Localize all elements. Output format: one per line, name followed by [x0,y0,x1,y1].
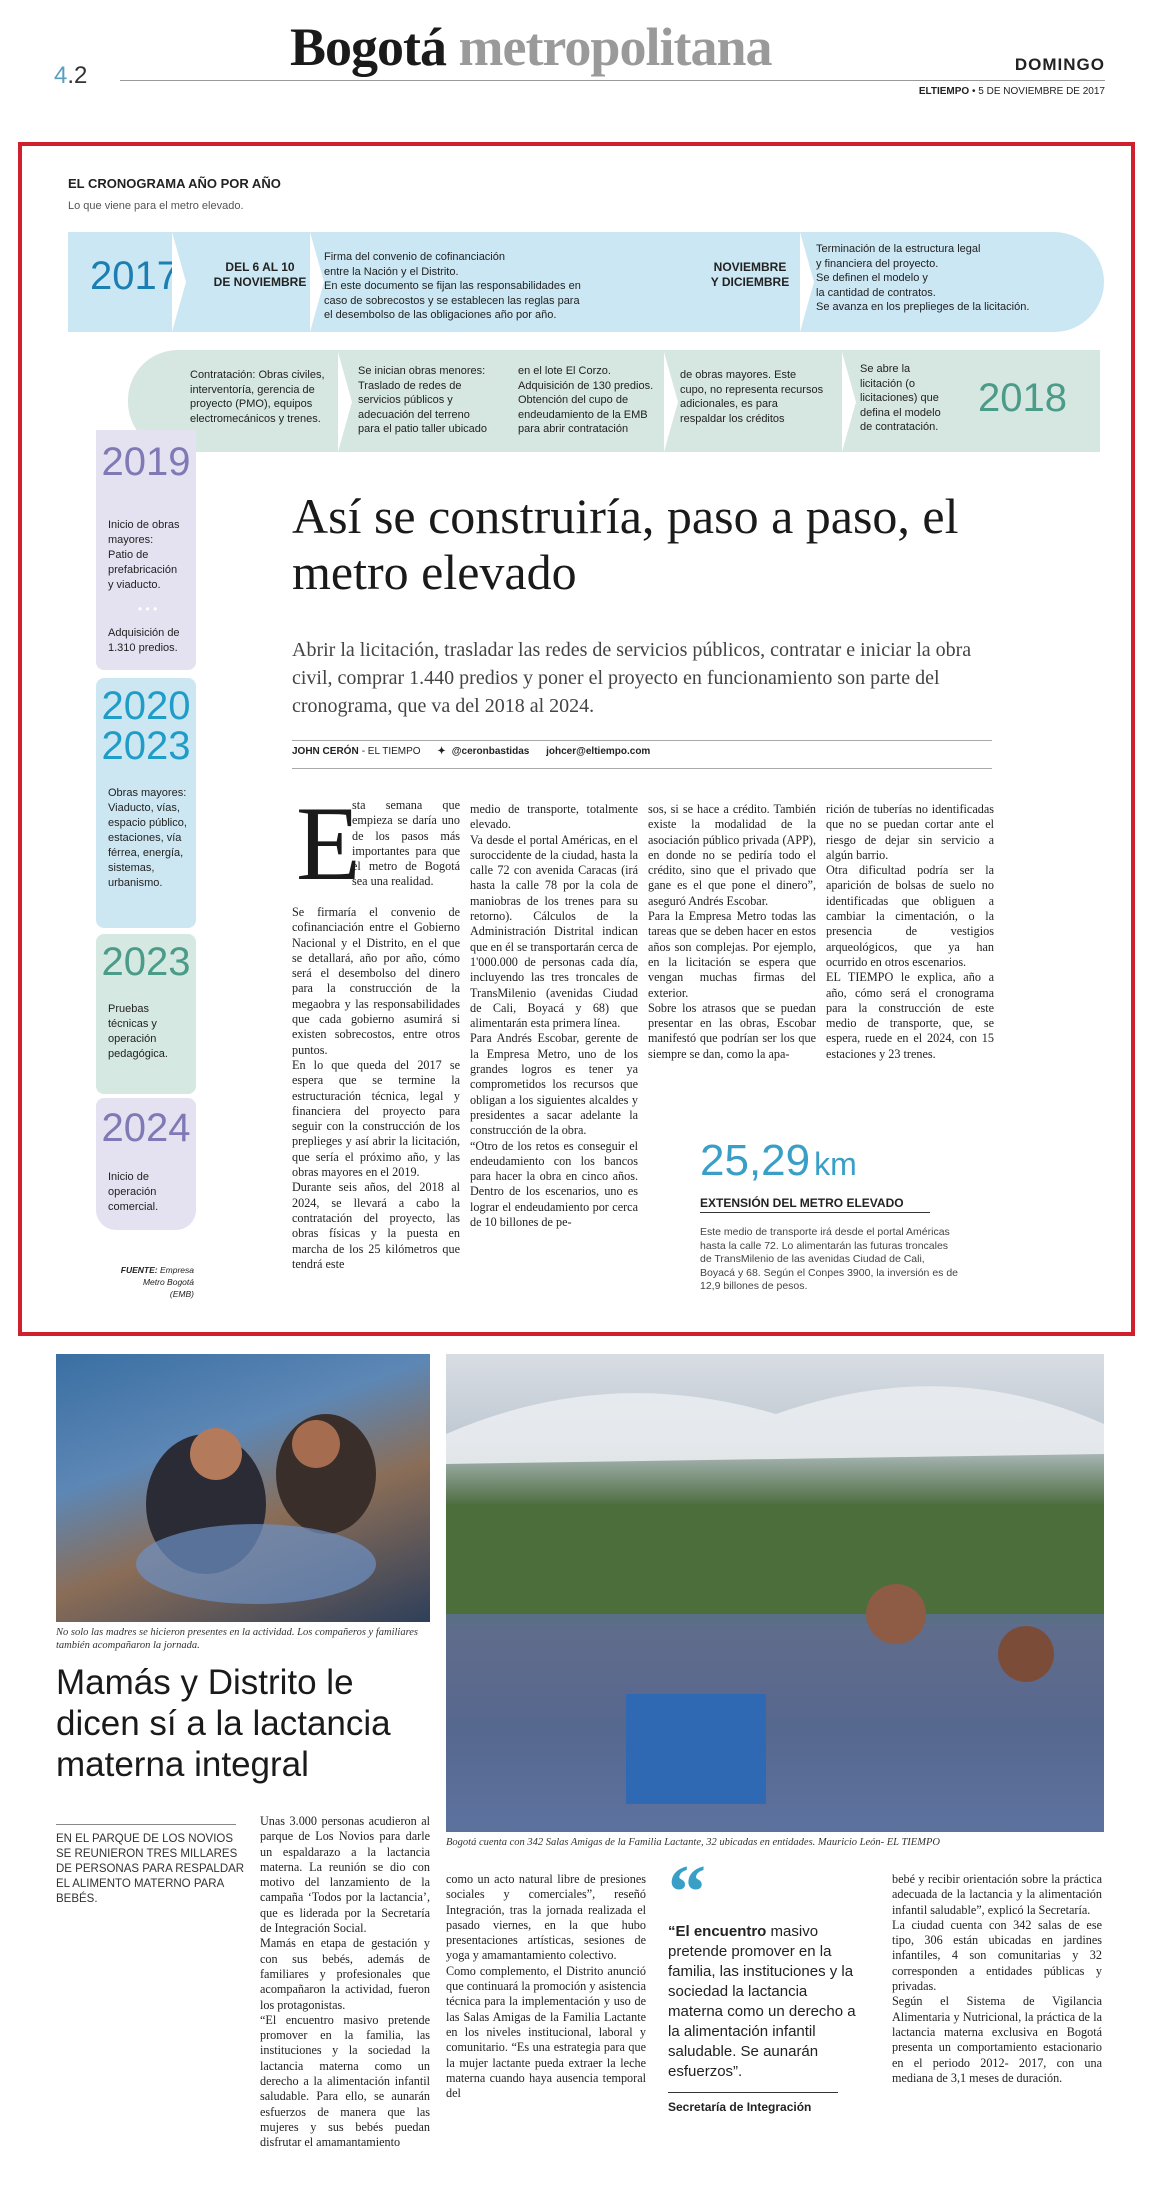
photo-crowd-caption: Bogotá cuenta con 342 Salas Amigas de la Familia Lactante, 32 ubicadas en entidades. Mauricio León- EL TIEMPO [446,1837,940,1848]
section-masthead: Bogotá metropolitana [290,17,772,77]
photo-parents-illustration [56,1354,430,1622]
twitter-icon: ✦ [437,746,446,757]
year-2023: 2023 [101,940,191,984]
article-dek: Abrir la licitación, trasladar las redes de servicios públicos, contratar e iniciar la obra civil, comprar 1.440 predios y poner el proyecto en funcionamiento son parte del cronograma, que va del 2018 al 2024. [292,639,972,717]
drop-cap: E [296,785,361,902]
stat-value: 25,29 km [700,1136,857,1185]
article-col-2: medio de transporte, totalmente elevado. Va desde el portal Américas, en el suroccidente de la ciudad, hasta la calle 72 con avenida Caracas (irá hasta la calle 78 por la cola de maniobras de los trenes para su retorno). Cálculos de la Administración Distrital indican que en él se transportarán cerca de 1'000.000 de personas cada día, incluyendo las tres troncales de TransMilenio (avenidas Ciudad de Cali, Boyacá y 68) que alimentarán esta primera línea. Para Andrés Escobar, gerente de la Empresa Metro, uno de los grandes logros es tener ya comprometidos los recursos que obligan a los siguientes alcaldes y presidentes a sacar adelante la construcción de la obra. “Otro de los retos es conseguir el endeudamiento con los bancos para hacer la obra en cinco años. Dentro de los escenarios, uno es lograr el endeudamiento por cerca de 10 billones de pe- [470,802,638,1230]
timeline-title: EL CRONOGRAMA AÑO POR AÑO [68,176,281,191]
year-2020: 2020 [101,684,191,728]
arrow-separator [664,352,678,452]
year-2018: 2018 [978,376,1067,420]
author-email[interactable]: johcer@eltiempo.com [546,746,651,757]
quote-rule [668,2092,838,2093]
arrow-separator [800,232,814,332]
arrow-separator [172,232,186,332]
article-lead: sta semana que empieza se daría uno de los pasos más importantes para que el metro de Bogotá sea una realidad. [352,798,460,889]
article-col-4: rición de tuberías no identificadas que no se puedan cortar ante el riesgo de dejar sin servicio a algún barrio. Otra dificultad podría ser la aparición de bolsas de suelo no identificadas que obliguen a cambiar la cimentación, o la presencia de vestigios arqueológicos, que ya han ocurrido en otros escenarios. EL TIEMPO le explica, año a año, cómo será el cronograma para la construcción de este medio de transporte, que, se espera, ruede en el 2024, con 15 estaciones y 23 trenes. [826,802,994,1061]
lactancia-kicker: EN EL PARQUE DE LOS NOVIOS SE REUNIERON TRES MILLARES DE PERSONAS PARA RESPALDAR EL ALIMENTO MATERNO PARA BEBÉS. [56,1833,245,1905]
masthead-rule [120,80,1105,81]
source-note: FUENTE: Empresa Metro Bogotá (EMB) [120,1265,194,1299]
lactancia-col-2: como un acto natural libre de presiones sociales y comerciales”, reseñó Integración, tras la jornada realizada el pasado viernes, en la que hubo presentaciones artísticas, sesiones de yoga y amamantamiento colectivo. Como complemento, el Distrito anunció que continuará la promoción y asistencia técnica para la implementación y uso de las Salas Amigas de la Familia Lactante en los niveles institucional, laboral y comunitario. “Es una estrategia para que la mujer lactante pueda extraer la leche materna cuando haya ausencia temporal del [446,1872,646,2101]
year-2024: 2024 [101,1106,191,1150]
timeline-date-2: NOVIEMBRE Y DICIEMBRE [710,260,790,289]
masthead-date: ELTIEMPO • 5 DE NOVIEMBRE DE 2017 [918,86,1105,97]
lactancia-headline: Mamás y Distrito le dicen sí a la lactancia materna integral [56,1663,391,1784]
masthead-day: DOMINGO [1014,55,1105,74]
photo-parents-caption: No solo las madres se hicieron presentes en la actividad. Los compañeros y familiares también acompañaron la jornada. [56,1627,419,1651]
pull-quote: “El encuentro masivo pretende promover en la familia, las instituciones y la sociedad la lactancia materna como un derecho a la alimentación infantil saludable. Se aunarán esfuerzos”. [668,1923,856,2080]
article-col-3: sos, si se hace a crédito. También existe la modalidad de la asociación público privada (APP), en donde no se pediría todo el crédito, sino que el privado que gane es el que pone el dinero”, aseguró Andrés Escobar. Para la Empresa Metro todas las tareas que se deben hacer en estos años son complejas. Por ejemplo, en la licitación se espera que vengan muchas firmas del exterior. Sobre los atrasos que se puedan presentar en las obras, Escobar manifestó que podrían ser los que siempre se dan, como la apa- [648,802,816,1061]
stat-label: EXTENSIÓN DEL METRO ELEVADO [700,1196,904,1210]
page-number: 4.2 [54,62,88,89]
timeline-text-1: Firma del convenio de cofinanciación entre la Nación y el Distrito. En este documento se fijan las responsabilidades en caso de sobrecostos y se establecen las reglas para el desembolso de las obligaciones año por año. [324,251,581,321]
stat-rule [700,1212,930,1213]
timeline-2018-text-1: Contratación: Obras civiles, interventoría, gerencia de proyecto (PMO), equipos electromecánicos y trenes. [190,369,325,425]
timeline-text-2: Terminación de la estructura legal y financiera del proyecto. Se definen el modelo y la cantidad de contratos. Se avanza en los preplieges de la licitación. [816,243,1030,313]
byline: JOHN CERÓN - EL TIEMPO ✦ @ceronbastidas johcer@eltiempo.com [292,746,651,757]
kicker-rule [56,1824,236,1825]
timeline-2018-text-2: Se inician obras menores: Traslado de redes de servicios públicos y adecuación del terreno para el patio taller ubicado [358,365,488,435]
dots-divider: • • • [138,602,158,616]
arrow-separator [842,352,856,452]
timeline-date-1: DEL 6 AL 10 DE NOVIEMBRE [213,260,307,289]
photo-crowd-illustration [446,1354,1104,1832]
lactancia-col-1: Unas 3.000 personas acudieron al parque de Los Novios para darle un espaldarazo a la lactancia materna. La reunión se dio con motivo del lanzamiento de la campaña ‘Todos por la lactancia’, que es liderada por la Secretaría de Integración Social. Mamás en etapa de gestación y con sus bebés, además de familiares y profesionales que acompañaron la actividad, fueron los protagonistas. “El encuentro masivo pretende promover en la familia, las instituciones y la sociedad la lactancia materna como un derecho a la alimentación infantil saludable. Para ello, se aunarán esfuerzos de manera que las mujeres y sus bebés puedan disfrutar el amamantamiento [260,1814,430,2150]
timeline-2018-text-4: de obras mayores. Este cupo, no representa recursos adicionales, es para respaldar los créditos [680,369,824,425]
photo-crowd [446,1354,1104,1832]
quote-source: Secretaría de Integración [668,2100,812,2114]
timeline-2018-text-3: en el lote El Corzo. Adquisición de 130 predios. Obtención del cupo de endeudamiento de la EMB para abrir contratación [518,365,654,435]
stat-description: Este medio de transporte irá desde el portal Américas hasta la calle 72. Lo alimentarán las futuras troncales de TransMilenio de las avenidas Ciudad de Cali, Boyacá y 68. Según el Conpes 3900, la inversión es de 12,9 billones de pesos. [700,1226,959,1292]
article-headline: Así se construiría, paso a paso, el metro elevado [292,488,959,600]
byline-rule-top [292,740,992,741]
quote-icon: “ [668,1850,706,1934]
vertical-timeline [96,430,196,1230]
arrow-separator [310,232,324,332]
photo-parents [56,1354,430,1622]
year-2017: 2017 [90,254,179,298]
text-2023: Pruebas técnicas y operación pedagógica. [108,1003,168,1060]
arrow-separator [338,352,352,452]
year-2023-range: 2023 [101,724,191,768]
timeline-2018-text-5: Se abre la licitación (o licitaciones) que defina el modelo de contratación. [860,363,941,433]
year-2019: 2019 [101,440,191,484]
text-2024: Inicio de operación comercial. [108,1171,159,1213]
lactancia-col-4: bebé y recibir orientación sobre la práctica adecuada de la lactancia y la alimentación infantil saludable”, explicó la Secretaría. La ciudad cuenta con 342 salas de ese tipo, 306 están ubicadas en jardines infantiles, 4 son comunitarias y 32 corresponden a entidades públicas y privadas. Según el Sistema de Vigilancia Alimentaria y Nutricional, la práctica de la lactancia materna exclusiva en Bogotá presenta un comportamiento estacionario en el periodo 2012- 2017, con una mediana de 3,1 meses de duración. [892,1872,1102,2085]
byline-rule-bottom [292,768,992,769]
text-2019-a: Inicio de obras mayores: Patio de prefabricación y viaducto. [108,519,180,591]
text-2019-b: Adquisición de 1.310 predios. [108,627,180,654]
timeline-subtitle: Lo que viene para el metro elevado. [68,200,244,212]
article-col-1: Se firmaría el convenio de cofinanciación entre el Gobierno Nacional y el Distrito, en el que se detallará, año por año, cómo será el desembolso del dinero para la construcción de la megaobra y las responsabilidades que cada gobierno asumirá si existen sobrecostos, entre otros puntos. En lo que queda del 2017 se espera que se termine la estructuración técnica, legal y financiera del proyecto para seguir con la construcción de los preplieges y así abrir la licitación, que sería el próximo año, y las obras mayores en el 2019. Durante seis años, del 2018 al 2024, se llevará a cabo la contratación del proyecto, las obras físicas y la puesta en marcha de los 25 kilómetros que tendrá este [292,905,460,1271]
author-twitter[interactable]: @ceronbastidas [451,746,530,757]
text-2020: Obras mayores: Viaducto, vías, espacio público, estaciones, vía férrea, energía, sistemas, urbanismo. [108,787,187,889]
